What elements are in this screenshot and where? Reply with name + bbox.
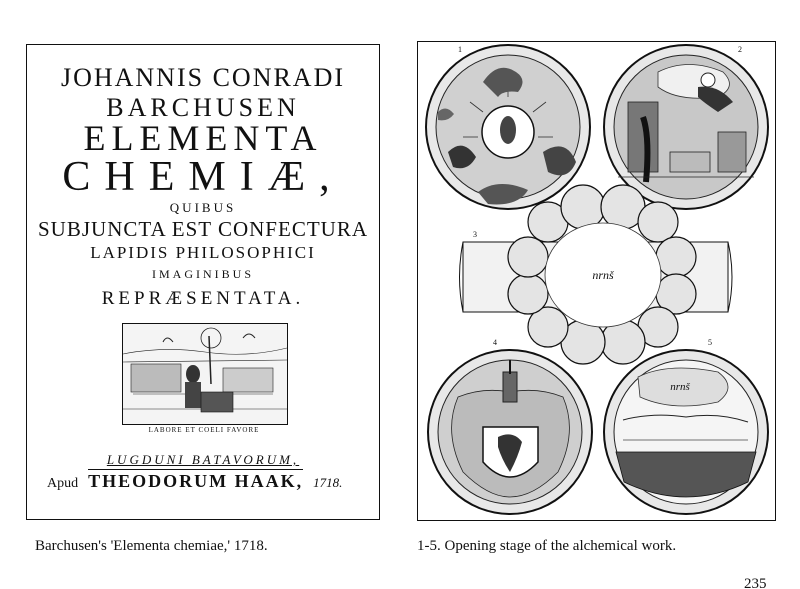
cut-off-text-fragment [0, 0, 170, 4]
imprint-apud: Apud [47, 476, 79, 491]
alchemical-plate-illustration [417, 41, 776, 521]
vignette-motto: LABORE ET COELI FAVORE [148, 426, 260, 434]
author-surname: BARCHUSEN [106, 93, 300, 122]
title-page-illustration [26, 44, 380, 520]
plate-number-4: 4 [493, 338, 497, 347]
plate-number-1: 1 [458, 45, 462, 54]
subtitle-lapidis: LAPIDIS PHILOSOPHICI [90, 243, 316, 262]
plate-number-5: 5 [708, 338, 712, 347]
imprint-year: 1718. [313, 475, 343, 490]
cloud-inscription: nrnš [592, 268, 614, 282]
subtitle-imaginibus: IMAGINIBUS [152, 267, 254, 281]
medallion-2 [604, 45, 768, 209]
caption-title-page: Barchusen's 'Elementa chemiae,' 1718. [35, 538, 268, 554]
medallion-3-cloud-wreath [508, 185, 696, 364]
imprint-line [47, 471, 363, 492]
plate-number-2: 2 [738, 45, 742, 54]
subtitle-quibus: QUIBUS [169, 200, 237, 215]
caption-plate: 1-5. Opening stage of the alchemical work. [417, 538, 677, 554]
medallion-5-landscape [604, 350, 768, 514]
page-number: 235 [744, 576, 767, 589]
sky-inscription: nrnš [670, 381, 690, 393]
subtitle-repraesentata: REPRÆSENTATA. [101, 288, 305, 309]
medallion-4-coat-of-arms [428, 350, 592, 514]
medallion-1 [426, 45, 590, 209]
imprint-place: LUGDUNI BATAVORUM, [106, 452, 300, 467]
title-vignette-engraving [122, 323, 288, 425]
author-first-names: JOHANNIS CONRADI [60, 63, 346, 92]
plate-number-3: 3 [473, 230, 477, 239]
imprint-printer: THEODORUM HAAK, [88, 471, 304, 491]
subtitle-subjuncta: SUBJUNCTA EST CONFECTURA [38, 217, 368, 241]
title-word-chemiae: CHEMIÆ, [62, 154, 344, 200]
title-word-elementa: ELEMENTA [83, 118, 323, 158]
